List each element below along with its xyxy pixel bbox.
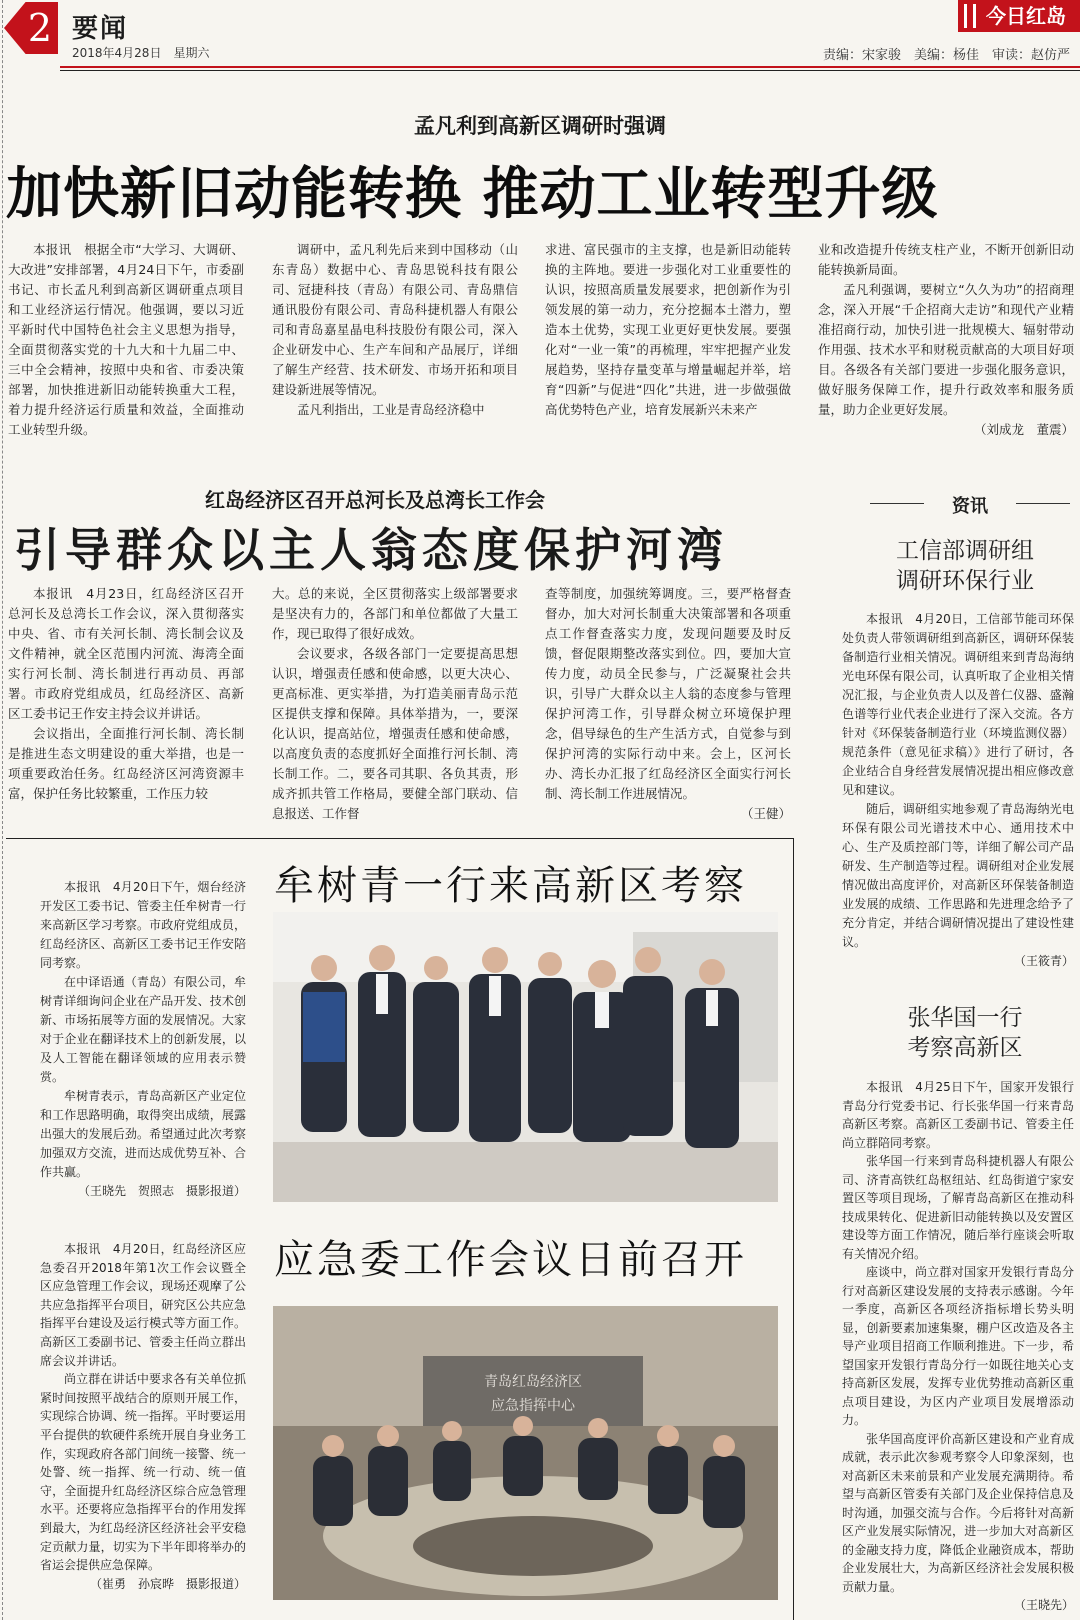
- brief2-body: [842, 1078, 1074, 1615]
- story3-body: [40, 878, 246, 1201]
- masthead-rule-red: [60, 66, 1080, 68]
- editor-credits: 责编：宋家骏 美编：杨佳 审读：赵仿严: [822, 48, 1070, 63]
- story3-photo: [273, 912, 778, 1202]
- story1-paragraph: 本报讯 根据全市“大学习、大调研、大改进”安排部署，4月24日下午，市委副书记、市长孟凡利到高新区调研重点项目和工业经济运行情况。他强调，要以习近平新时代中国特色社会主义思想为指导，全面贯彻落实党的十九大和十九届二中、三中全会精神，按照中央和省、市委决策部署，加快推进新旧动能转换重大工程，着力提升经济运行质量和效益，全面推动工业转型升级。: [8, 242, 244, 437]
- brief1-body: [842, 610, 1074, 971]
- story1-column-1: [8, 240, 244, 440]
- sidebar-label-rule-right: [1016, 503, 1070, 504]
- story3-byline: （王晓先 贺照志 摄影报道）: [77, 1184, 246, 1198]
- story2-paragraph: 查等制度，加强统筹调度。三，要严格督查督办，加大对河长制重大决策部署和各项重点工作督查落实力度，发现问题要及时反馈，督促限期整改落实到位。四，要加大宣传力度，动员全民参与，广泛凝聚社会共识，引导广大群众以主人翁的态度参与管理保护河湾工作，引导群众树立环境保护理念，倡导绿色的生产生活方式，自觉参与到保护河湾的实际行动中来。会上，区河长办、湾长办汇报了红岛经济区全面实行河长制、湾长制工作进展情况。: [545, 586, 791, 801]
- photo-wall-sign-line2: 应急指挥中心: [491, 1398, 575, 1414]
- brief1-byline: （王筱青）: [1013, 954, 1074, 968]
- story1-paragraph: 孟凡利指出，工业是青岛经济稳中: [297, 402, 485, 417]
- story3-headline: 牟树青一行来高新区考察: [274, 863, 747, 909]
- page-edge-dashed-line: [2, 0, 3, 1620]
- story2-paragraph: 会议指出，全面推行河长制、湾长制是推进生态文明建设的重大举措，也是一项重要政治任务。红岛经济区河湾资源丰富，保护任务比较繁重，工作压力较: [8, 726, 244, 801]
- newspaper-logo: [958, 0, 1080, 32]
- story1-paragraph: 孟凡利强调，要树立“久久为功”的招商理念，深入开展“千企招商大走访”和现代产业精准招商行动，加快引进一批规模大、辐射带动作用强、技术水平和财税贡献高的大项目好项目。各级各有关部门要进一步强化服务意识，做好服务保障工作，提升行政效率和服务质量，助力企业更好发展。: [818, 282, 1074, 417]
- story2-kicker: 红岛经济区召开总河长及总湾长工作会: [205, 488, 545, 512]
- story1-column-2: [272, 240, 518, 420]
- logo-text: 今日红岛: [986, 4, 1066, 28]
- story1-headline: 加快新旧动能转换 推动工业转型升级: [6, 162, 939, 227]
- story1-paragraph: 求进、富民强市的主支撑，也是新旧动能转换的主阵地。要进一步强化对工业重要性的认识，按照高质量发展要求，把创新作为引领发展的第一动力，充分挖掘本土潜力，塑造本土优势，实现工业更好更快发展。要强化对“一业一策”的再梳理，牢牢把握产业发展趋势，坚持存量变革与增量崛起并举，培育“四新”与促进“四化”共进，进一步做强做高优势特色产业，培育发展新兴未来产: [545, 242, 791, 417]
- brief2-paragraph: 张华国高度评价高新区建设和产业育成成就，表示此次参观考察令人印象深刻，也对高新区未来前景和产业发展充满期待。希望与高新区管委有关部门及企业保持信息及时沟通，加强交流与合作。今后将针对高新区产业发展实际情况，进一步加大对高新区的金融支持力度，降低企业融资成本，帮助企业发展壮大，为高新区经济社会发展积极贡献力量。: [842, 1431, 1074, 1594]
- story2-paragraph: 大。总的来说，全区贯彻落实上级部署要求是坚决有力的，各部门和单位都做了大量工作，现已取得了很好成效。: [272, 586, 518, 641]
- story2-paragraph: 会议要求，各级各部门一定要提高思想认识，增强责任感和使命感，以更大决心、更高标准、更实举措，为打造美丽青岛示范区提供支撑和保障。具体举措为，一，要深化认识，提高站位，增强责任感和使命感，以高度负责的态度抓好全面推行河长制、湾长制工作。二，要各司其职、各负其责，形成齐抓共管工作格局，要健全部门联动、信息报送、工作督: [272, 646, 518, 821]
- story2-column-1: [8, 584, 244, 804]
- brief1-paragraph: 本报讯 4月20日，工信部节能司环保处负责人带领调研组到高新区，调研环保装备制造行业相关情况。调研组来到青岛海纳光电环保有限公司，认真听取了企业相关情况汇报，与企业负责人以及普仁仪器、盛瀚色谱等行业代表企业进行了深入交流。各方针对《环保装备制造行业（环境监测仪器）规范条件（意见征求稿）》进行了研讨，各企业结合自身经营发展情况提出相应修改意见和建议。: [842, 612, 1074, 797]
- masthead-rule-black: [60, 70, 1080, 71]
- page-number-tab: [4, 2, 58, 54]
- story4-photo: [273, 1306, 778, 1600]
- story2-paragraph: 本报讯 4月23日，红岛经济区召开总河长及总湾长工作会议，深入贯彻落实中央、省、市有关河长制、湾长制会议及文件精神，就全区范围内河流、海湾全面实行河长制、湾长制进行再动员、再部署。市政府党组成员，红岛经济区、高新区工委书记王作安主持会议并讲话。: [8, 586, 244, 721]
- brief1-headline-line2: 调研环保行业: [896, 568, 1034, 594]
- story2-headline: 引导群众以主人翁态度保护河湾: [14, 523, 728, 577]
- brief2-headline-line1: 张华国一行: [907, 1005, 1023, 1031]
- story2-column-3: [545, 584, 791, 824]
- story3-paragraph: 在中译语通（青岛）有限公司，牟树青详细询问企业在产品开发、技术创新、市场拓展等方面的发展情况。大家对于企业在翻译技术上的创新发展，以及人工智能在翻译领域的应用表示赞赏。: [40, 975, 246, 1084]
- story1-paragraph: 业和改造提升传统支柱产业，不断开创新旧动能转换新局面。: [818, 242, 1074, 277]
- section-title: 要闻: [72, 14, 129, 44]
- story3-paragraph: 牟树青表示，青岛高新区产业定位和工作思路明确，取得突出成绩，展露出强大的发展后劲。希望通过此次考察加强双方交流，进而达成优势互补、合作共赢。: [40, 1089, 246, 1179]
- brief2-headline-line2: 考察高新区: [907, 1035, 1023, 1061]
- story2-byline: （王健）: [740, 806, 791, 821]
- photo-wall-sign-line1: 青岛红岛经济区: [484, 1374, 582, 1390]
- story1-column-4: [818, 240, 1074, 440]
- story4-paragraph: 本报讯 4月20日，红岛经济区应急委召开2018年第1次工作会议暨全区应急管理工作会议，现场还观摩了公共应急指挥平台项目，研究区公共应急指挥平台建设及运行模式等方面工作。高新区工委副书记、管委主任尚立群出席会议并讲话。: [40, 1242, 246, 1368]
- story1-kicker: 孟凡利到高新区调研时强调: [414, 113, 666, 138]
- story4-paragraph: 尚立群在讲话中要求各有关单位抓紧时间按照平战结合的原则开展工作，实现综合协调、统一指挥。平时要运用平台提供的软硬件系统开展自身业务工作，实现政府各部门间统一接警、统一处警、统一指挥、统一行动、统一值守，全面提升红岛经济区综合应急管理水平。还要将应急指挥平台的作用发挥到最大，为红岛经济区经济社会平安稳定贡献力量，切实为下半年即将举办的省运会提供应急保障。: [40, 1372, 246, 1573]
- brief2-byline: （王晓先）: [1013, 1598, 1074, 1612]
- brief2-paragraph: 座谈中，尚立群对国家开发银行青岛分行对高新区建设发展的支持表示感谢。今年一季度，高新区各项经济指标增长势头明显，创新要素加速集聚，棚户区改造及各主导产业项目招商工作顺利推进。下一步，希望国家开发银行青岛分行一如既往地关心支持高新区发展，发挥专业优势推动高新区重点项目建设，为区内产业项目发展增添动力。: [842, 1265, 1074, 1427]
- story4-headline: 应急委工作会议日前召开: [274, 1237, 747, 1283]
- issue-date: 2018年4月28日 星期六: [72, 46, 210, 60]
- story1-column-3: [545, 240, 791, 420]
- brief1-paragraph: 随后，调研组实地参观了青岛海纳光电环保有限公司光谱技术中心、通用技术中心、生产及质控部门等，详细了解公司产品研发、生产制造等过程。调研组对企业发展情况做出高度评价，对高新区环保装备制造业发展的成绩、工作思路和先进理念给予了充分肯定，并结合调研情况提出了建设性建议。: [842, 802, 1074, 949]
- story3-photo-image: [273, 912, 778, 1202]
- brief2-paragraph: 张华国一行来到青岛科捷机器人有限公司、济青高铁红岛枢纽站、红岛街道宁家安置区等项目现场，了解青岛高新区在推动科技成果转化、促进新旧动能转换以及安置区建设等方面工作情况，随后举行座谈会听取有关情况介绍。: [842, 1154, 1074, 1261]
- story1-byline: （刘成龙 董震）: [973, 422, 1074, 437]
- page-number: 2: [27, 6, 53, 50]
- story4-photo-image: [273, 1306, 778, 1600]
- logo-bars-icon: [964, 4, 976, 28]
- sidebar-label: 资讯: [952, 496, 988, 517]
- story4-body: [40, 1240, 246, 1593]
- story1-paragraph: 调研中，孟凡利先后来到中国移动（山东青岛）数据中心、青岛思锐科技有限公司、冠捷科技（青岛）有限公司、青岛鼎信通讯股份有限公司、青岛科捷机器人有限公司和青岛嘉星晶电科技股份有限公司，深入企业研发中心、生产车间和产品展厅，详细了解生产经营、技术研发、市场开拓和项目建设新进展等情况。: [272, 242, 518, 397]
- brief2-paragraph: 本报讯 4月25日下午，国家开发银行青岛分行党委书记、行长张华国一行来青岛高新区考察。高新区工委副书记、管委主任尚立群陪同考察。: [842, 1080, 1074, 1150]
- brief1-headline-line1: 工信部调研组: [896, 538, 1034, 564]
- story2-column-2: [272, 584, 518, 824]
- story3-paragraph: 本报讯 4月20日下午，烟台经济开发区工委书记、管委主任牟树青一行来高新区学习考察。市政府党组成员，红岛经济区、高新区工委书记王作安陪同考察。: [40, 880, 246, 970]
- story4-byline: （崔勇 孙宸晔 摄影报道）: [89, 1576, 246, 1591]
